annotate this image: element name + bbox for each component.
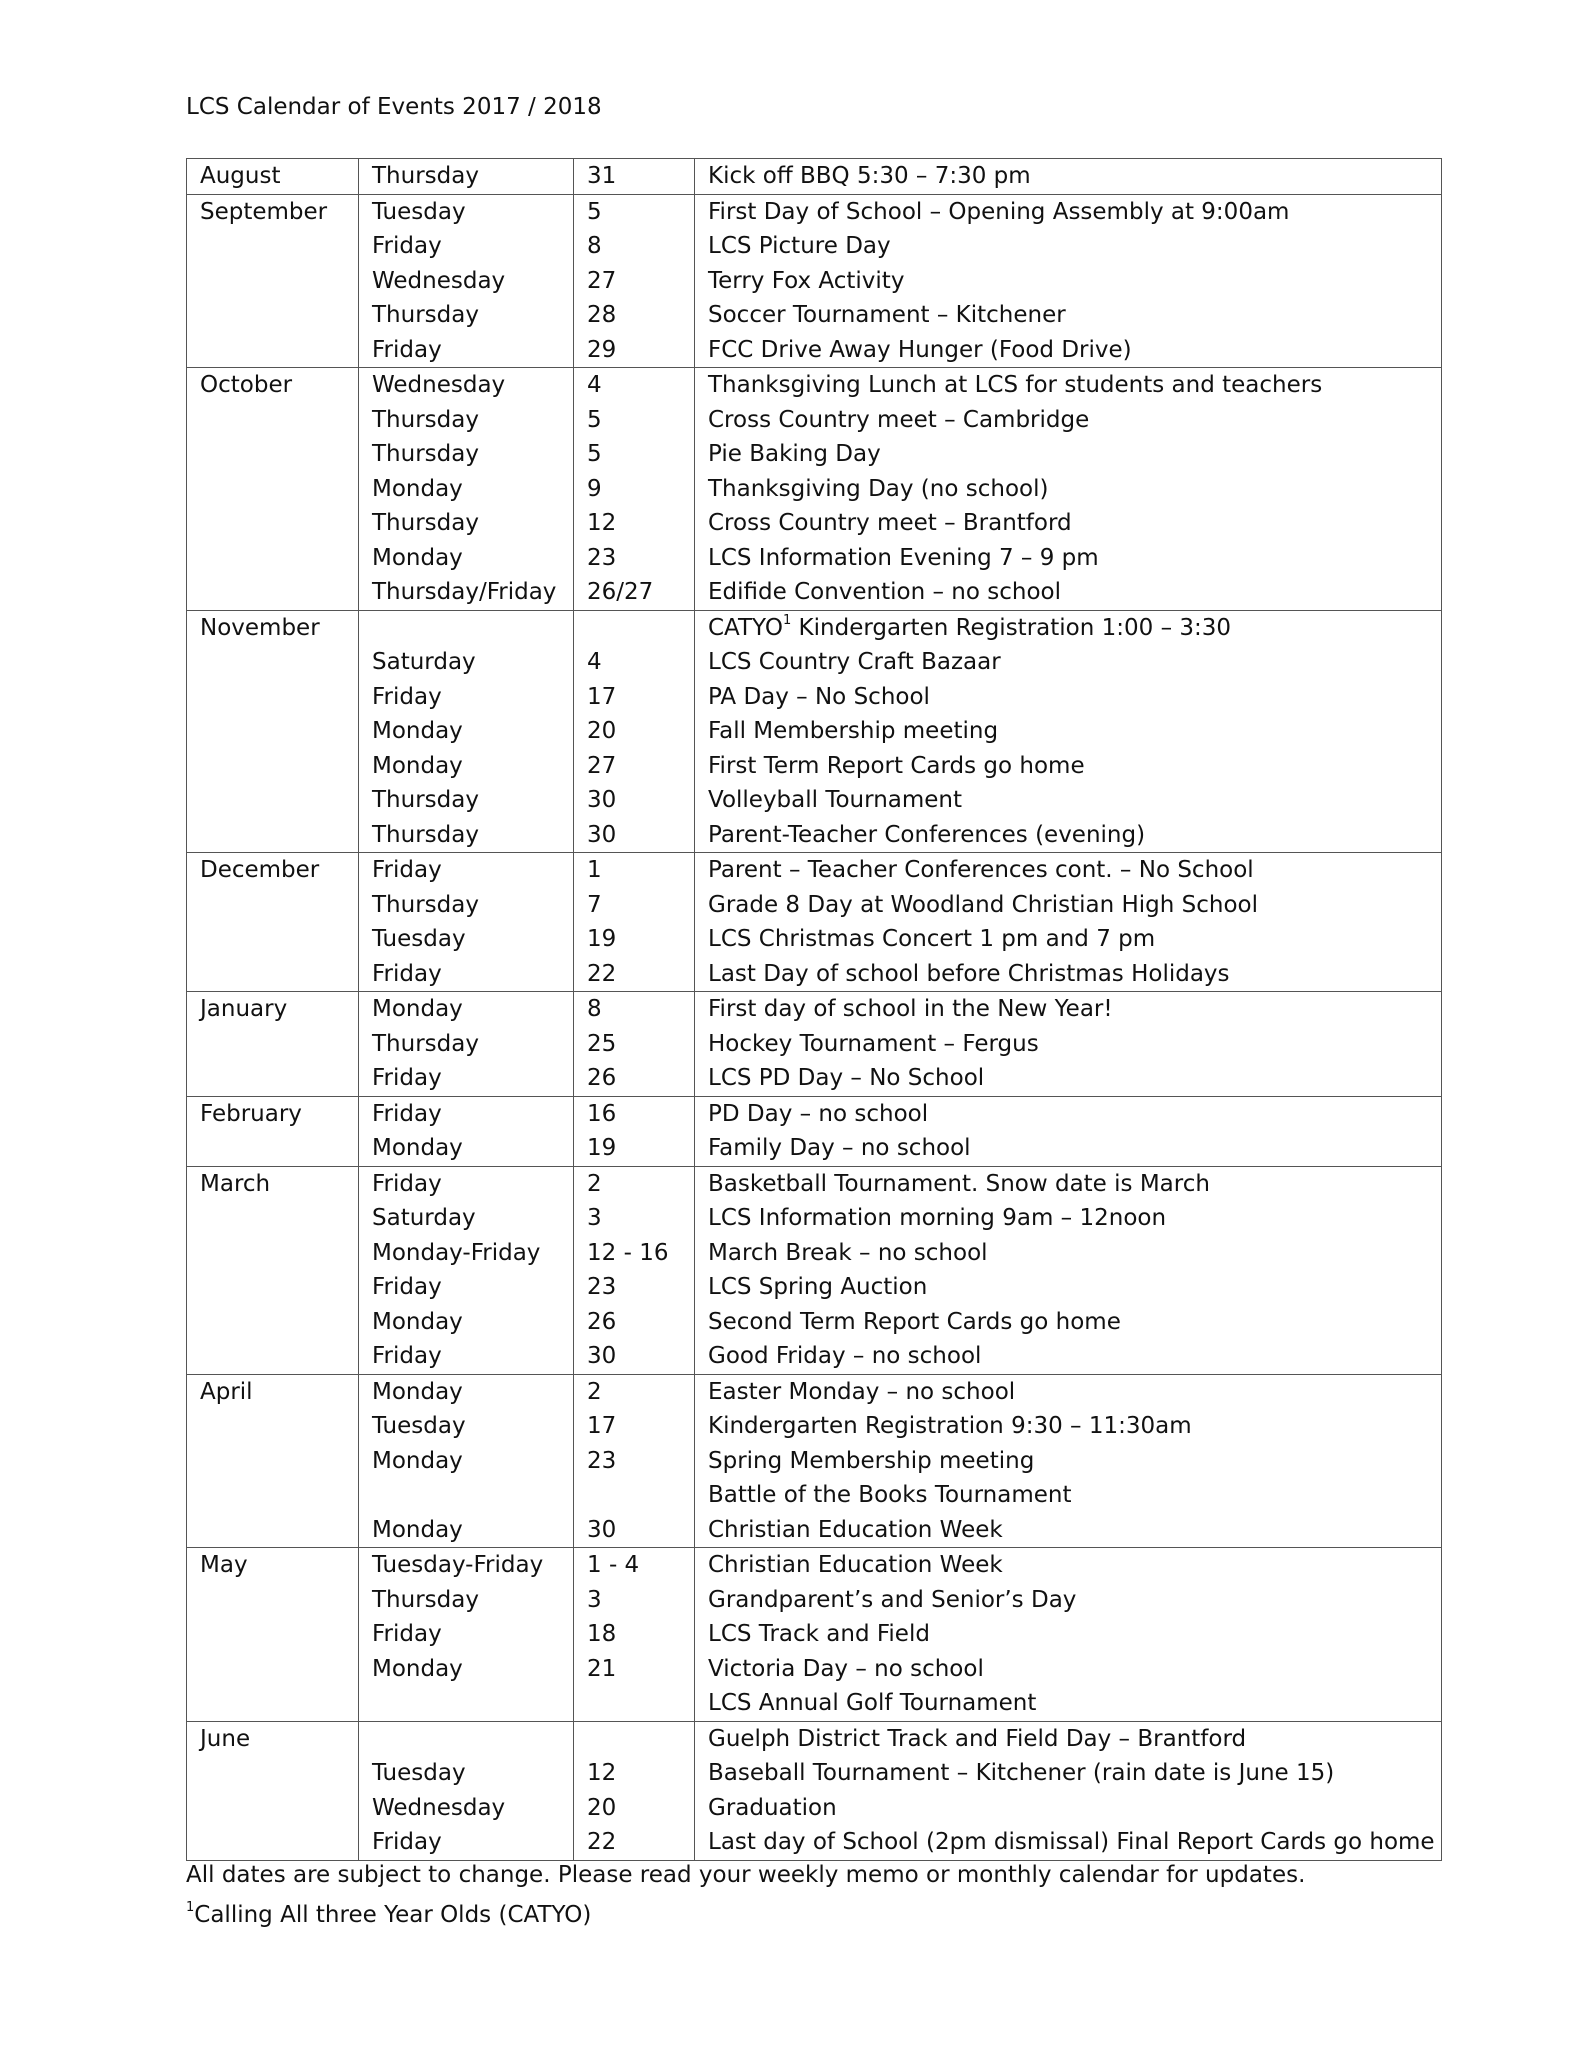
- table-row: [187, 159, 1442, 195]
- event-cell: First Day of School – Opening Assembly at 9:00am: [695, 194, 1442, 229]
- weekday-cell: Tuesday: [359, 194, 574, 229]
- month-group-october: [187, 368, 1442, 611]
- date-cell: 4: [574, 368, 695, 403]
- date-cell: 7: [574, 888, 695, 923]
- month-cell: [187, 888, 359, 923]
- event-cell: Victoria Day – no school: [695, 1652, 1442, 1687]
- table-row: [187, 1201, 1442, 1236]
- month-cell: [187, 749, 359, 784]
- table-row: [187, 610, 1442, 645]
- date-cell: 22: [574, 957, 695, 992]
- event-cell: LCS Track and Field: [695, 1617, 1442, 1652]
- table-row: [187, 714, 1442, 749]
- event-cell: LCS Christmas Concert 1 pm and 7 pm: [695, 922, 1442, 957]
- date-cell: 20: [574, 714, 695, 749]
- event-cell: Hockey Tournament – Fergus: [695, 1027, 1442, 1062]
- month-cell: [187, 1652, 359, 1687]
- date-cell: 9: [574, 472, 695, 507]
- table-row: [187, 1236, 1442, 1271]
- event-cell: Grade 8 Day at Woodland Christian High School: [695, 888, 1442, 923]
- month-group-september: [187, 194, 1442, 368]
- event-cell: FCC Drive Away Hunger (Food Drive): [695, 333, 1442, 368]
- date-cell: 20: [574, 1791, 695, 1826]
- month-group-may: [187, 1548, 1442, 1722]
- weekday-cell: Thursday: [359, 159, 574, 195]
- table-row: [187, 1339, 1442, 1374]
- table-row: [187, 1096, 1442, 1131]
- month-cell: [187, 1236, 359, 1271]
- table-row: [187, 1617, 1442, 1652]
- weekday-cell: [359, 1686, 574, 1721]
- date-cell: 31: [574, 159, 695, 195]
- weekday-cell: Friday: [359, 680, 574, 715]
- month-cell: [187, 1339, 359, 1374]
- table-row: [187, 1652, 1442, 1687]
- table-row: [187, 1027, 1442, 1062]
- page-title: LCS Calendar of Events 2017 / 2018: [186, 94, 602, 120]
- month-cell: [187, 783, 359, 818]
- table-row: [187, 1825, 1442, 1860]
- event-cell: Good Friday – no school: [695, 1339, 1442, 1374]
- table-row: [187, 888, 1442, 923]
- month-group-november: [187, 610, 1442, 853]
- table-row: [187, 1791, 1442, 1826]
- date-cell: 2: [574, 1166, 695, 1201]
- month-cell: October: [187, 368, 359, 403]
- weekday-cell: Friday: [359, 333, 574, 368]
- month-cell: May: [187, 1548, 359, 1583]
- footnote: [186, 1902, 591, 1928]
- weekday-cell: Monday: [359, 1374, 574, 1409]
- table-row: [187, 818, 1442, 853]
- disclaimer-note: All dates are subject to change. Please read your weekly memo or monthly calendar for updates.: [186, 1862, 1306, 1888]
- weekday-cell: Tuesday: [359, 1409, 574, 1444]
- weekday-cell: Friday: [359, 853, 574, 888]
- month-group-march: [187, 1166, 1442, 1374]
- date-cell: 28: [574, 298, 695, 333]
- weekday-cell: Saturday: [359, 645, 574, 680]
- month-cell: [187, 645, 359, 680]
- month-group-april: [187, 1374, 1442, 1548]
- date-cell: 27: [574, 264, 695, 299]
- table-row: [187, 1478, 1442, 1513]
- event-cell: Family Day – no school: [695, 1131, 1442, 1166]
- event-cell: LCS PD Day – No School: [695, 1061, 1442, 1096]
- month-group-january: [187, 992, 1442, 1097]
- weekday-cell: Thursday: [359, 298, 574, 333]
- month-cell: [187, 1270, 359, 1305]
- event-cell: Terry Fox Activity: [695, 264, 1442, 299]
- date-cell: 19: [574, 922, 695, 957]
- date-cell: 16: [574, 1096, 695, 1131]
- weekday-cell: Thursday: [359, 783, 574, 818]
- weekday-cell: Monday: [359, 1305, 574, 1340]
- date-cell: 19: [574, 1131, 695, 1166]
- date-cell: 29: [574, 333, 695, 368]
- event-cell: Kick off BBQ 5:30 – 7:30 pm: [695, 159, 1442, 195]
- weekday-cell: Monday: [359, 992, 574, 1027]
- month-cell: September: [187, 194, 359, 229]
- footnote-marker: 1: [186, 1900, 195, 1916]
- events-table: [186, 158, 1442, 1861]
- month-group-february: [187, 1096, 1442, 1166]
- date-cell: 8: [574, 229, 695, 264]
- month-cell: December: [187, 853, 359, 888]
- weekday-cell: Thursday: [359, 818, 574, 853]
- table-row: [187, 264, 1442, 299]
- event-cell: Edifide Convention – no school: [695, 575, 1442, 610]
- table-row: [187, 957, 1442, 992]
- month-cell: [187, 298, 359, 333]
- footnote-marker: 1: [782, 612, 792, 628]
- event-text: CATYO: [708, 614, 783, 641]
- month-cell: [187, 1478, 359, 1513]
- date-cell: [574, 610, 695, 645]
- month-cell: [187, 680, 359, 715]
- footnote-text: Calling All three Year Olds (CATYO): [194, 1902, 592, 1928]
- table-row: [187, 194, 1442, 229]
- table-row: [187, 680, 1442, 715]
- weekday-cell: Wednesday: [359, 1791, 574, 1826]
- table-row: [187, 1686, 1442, 1721]
- event-cell: [695, 610, 1442, 645]
- month-cell: [187, 541, 359, 576]
- date-cell: 12: [574, 1756, 695, 1791]
- month-cell: [187, 1409, 359, 1444]
- weekday-cell: Monday: [359, 472, 574, 507]
- table-row: [187, 437, 1442, 472]
- date-cell: [574, 1686, 695, 1721]
- weekday-cell: Monday: [359, 1652, 574, 1687]
- weekday-cell: Thursday: [359, 403, 574, 438]
- event-cell: Cross Country meet – Cambridge: [695, 403, 1442, 438]
- month-group-august: [187, 159, 1442, 195]
- month-cell: [187, 1061, 359, 1096]
- date-cell: 3: [574, 1201, 695, 1236]
- month-cell: [187, 1617, 359, 1652]
- date-cell: 26/27: [574, 575, 695, 610]
- month-cell: [187, 264, 359, 299]
- weekday-cell: [359, 1721, 574, 1756]
- event-cell: Christian Education Week: [695, 1548, 1442, 1583]
- table-row: [187, 541, 1442, 576]
- event-cell: Christian Education Week: [695, 1513, 1442, 1548]
- table-row: [187, 333, 1442, 368]
- table-row: [187, 992, 1442, 1027]
- table-row: [187, 1444, 1442, 1479]
- event-cell: Spring Membership meeting: [695, 1444, 1442, 1479]
- date-cell: 27: [574, 749, 695, 784]
- weekday-cell: Wednesday: [359, 264, 574, 299]
- weekday-cell: Friday: [359, 1166, 574, 1201]
- event-cell: Graduation: [695, 1791, 1442, 1826]
- event-cell: Parent-Teacher Conferences (evening): [695, 818, 1442, 853]
- month-cell: [187, 818, 359, 853]
- weekday-cell: Tuesday: [359, 1756, 574, 1791]
- date-cell: 12: [574, 506, 695, 541]
- month-cell: [187, 1791, 359, 1826]
- month-cell: June: [187, 1721, 359, 1756]
- weekday-cell: Saturday: [359, 1201, 574, 1236]
- month-cell: [187, 229, 359, 264]
- event-cell: Soccer Tournament – Kitchener: [695, 298, 1442, 333]
- weekday-cell: Monday: [359, 541, 574, 576]
- weekday-cell: Friday: [359, 1339, 574, 1374]
- date-cell: 1: [574, 853, 695, 888]
- date-cell: 17: [574, 680, 695, 715]
- event-cell: LCS Spring Auction: [695, 1270, 1442, 1305]
- date-cell: 30: [574, 783, 695, 818]
- date-cell: 18: [574, 1617, 695, 1652]
- event-cell: Fall Membership meeting: [695, 714, 1442, 749]
- event-cell: LCS Information Evening 7 – 9 pm: [695, 541, 1442, 576]
- date-cell: 3: [574, 1583, 695, 1618]
- table-row: [187, 1374, 1442, 1409]
- month-cell: [187, 1027, 359, 1062]
- event-cell: Volleyball Tournament: [695, 783, 1442, 818]
- weekday-cell: Monday: [359, 714, 574, 749]
- month-group-june: [187, 1721, 1442, 1860]
- month-cell: [187, 1825, 359, 1860]
- event-cell: Cross Country meet – Brantford: [695, 506, 1442, 541]
- event-cell: Easter Monday – no school: [695, 1374, 1442, 1409]
- date-cell: 12 - 16: [574, 1236, 695, 1271]
- event-cell: Kindergarten Registration 9:30 – 11:30am: [695, 1409, 1442, 1444]
- table-row: [187, 922, 1442, 957]
- event-cell: Guelph District Track and Field Day – Brantford: [695, 1721, 1442, 1756]
- date-cell: 23: [574, 541, 695, 576]
- date-cell: 5: [574, 194, 695, 229]
- date-cell: 25: [574, 1027, 695, 1062]
- month-group-december: [187, 853, 1442, 992]
- table-row: [187, 1166, 1442, 1201]
- table-row: [187, 298, 1442, 333]
- month-cell: [187, 437, 359, 472]
- weekday-cell: Wednesday: [359, 368, 574, 403]
- date-cell: 5: [574, 403, 695, 438]
- weekday-cell: Friday: [359, 1825, 574, 1860]
- event-cell: First Term Report Cards go home: [695, 749, 1442, 784]
- weekday-cell: Monday: [359, 749, 574, 784]
- event-cell: Parent – Teacher Conferences cont. – No School: [695, 853, 1442, 888]
- weekday-cell: Thursday: [359, 888, 574, 923]
- event-cell: Second Term Report Cards go home: [695, 1305, 1442, 1340]
- month-cell: August: [187, 159, 359, 195]
- date-cell: 26: [574, 1305, 695, 1340]
- month-cell: January: [187, 992, 359, 1027]
- table-row: [187, 575, 1442, 610]
- table-row: [187, 1061, 1442, 1096]
- month-cell: [187, 1444, 359, 1479]
- table-row: [187, 1756, 1442, 1791]
- weekday-cell: Thursday/Friday: [359, 575, 574, 610]
- month-cell: [187, 1583, 359, 1618]
- table-row: [187, 853, 1442, 888]
- event-cell: PD Day – no school: [695, 1096, 1442, 1131]
- table-row: [187, 1548, 1442, 1583]
- date-cell: 2: [574, 1374, 695, 1409]
- event-cell: March Break – no school: [695, 1236, 1442, 1271]
- weekday-cell: Friday: [359, 1270, 574, 1305]
- event-cell: LCS Country Craft Bazaar: [695, 645, 1442, 680]
- weekday-cell: Thursday: [359, 1583, 574, 1618]
- table-row: [187, 403, 1442, 438]
- month-cell: [187, 714, 359, 749]
- weekday-cell: Thursday: [359, 1027, 574, 1062]
- event-cell: Grandparent’s and Senior’s Day: [695, 1583, 1442, 1618]
- table-row: [187, 1409, 1442, 1444]
- date-cell: 30: [574, 1513, 695, 1548]
- month-cell: [187, 575, 359, 610]
- weekday-cell: Friday: [359, 957, 574, 992]
- month-cell: [187, 1305, 359, 1340]
- month-cell: April: [187, 1374, 359, 1409]
- event-cell: Battle of the Books Tournament: [695, 1478, 1442, 1513]
- table-row: [187, 229, 1442, 264]
- date-cell: 8: [574, 992, 695, 1027]
- table-row: [187, 1270, 1442, 1305]
- date-cell: 23: [574, 1270, 695, 1305]
- table-row: [187, 1583, 1442, 1618]
- event-cell: LCS Picture Day: [695, 229, 1442, 264]
- event-cell: Last Day of school before Christmas Holidays: [695, 957, 1442, 992]
- date-cell: 4: [574, 645, 695, 680]
- event-cell: Basketball Tournament. Snow date is March: [695, 1166, 1442, 1201]
- date-cell: [574, 1721, 695, 1756]
- weekday-cell: [359, 610, 574, 645]
- date-cell: 26: [574, 1061, 695, 1096]
- event-cell: LCS Annual Golf Tournament: [695, 1686, 1442, 1721]
- weekday-cell: Friday: [359, 1617, 574, 1652]
- weekday-cell: Friday: [359, 229, 574, 264]
- date-cell: 17: [574, 1409, 695, 1444]
- weekday-cell: Monday: [359, 1513, 574, 1548]
- month-cell: [187, 506, 359, 541]
- event-cell: Thanksgiving Day (no school): [695, 472, 1442, 507]
- event-cell: PA Day – No School: [695, 680, 1442, 715]
- date-cell: 30: [574, 1339, 695, 1374]
- table-row: [187, 749, 1442, 784]
- month-cell: February: [187, 1096, 359, 1131]
- month-cell: [187, 472, 359, 507]
- weekday-cell: Monday: [359, 1131, 574, 1166]
- month-cell: [187, 1131, 359, 1166]
- table-row: [187, 783, 1442, 818]
- table-row: [187, 368, 1442, 403]
- event-cell: LCS Information morning 9am – 12noon: [695, 1201, 1442, 1236]
- month-cell: [187, 403, 359, 438]
- weekday-cell: Monday-Friday: [359, 1236, 574, 1271]
- month-cell: [187, 957, 359, 992]
- table-row: [187, 1305, 1442, 1340]
- event-cell: Last day of School (2pm dismissal) Final Report Cards go home: [695, 1825, 1442, 1860]
- event-text-rest: Kindergarten Registration 1:00 – 3:30: [791, 614, 1232, 641]
- event-cell: Pie Baking Day: [695, 437, 1442, 472]
- date-cell: 30: [574, 818, 695, 853]
- month-cell: [187, 1513, 359, 1548]
- date-cell: 23: [574, 1444, 695, 1479]
- month-cell: [187, 1201, 359, 1236]
- weekday-cell: Monday: [359, 1444, 574, 1479]
- date-cell: 1 - 4: [574, 1548, 695, 1583]
- table-row: [187, 1721, 1442, 1756]
- table-row: [187, 1131, 1442, 1166]
- weekday-cell: Tuesday-Friday: [359, 1548, 574, 1583]
- event-cell: First day of school in the New Year!: [695, 992, 1442, 1027]
- weekday-cell: Thursday: [359, 506, 574, 541]
- month-cell: [187, 1686, 359, 1721]
- month-cell: November: [187, 610, 359, 645]
- weekday-cell: Friday: [359, 1096, 574, 1131]
- weekday-cell: Friday: [359, 1061, 574, 1096]
- month-cell: March: [187, 1166, 359, 1201]
- table-row: [187, 645, 1442, 680]
- weekday-cell: Tuesday: [359, 922, 574, 957]
- date-cell: [574, 1478, 695, 1513]
- date-cell: 21: [574, 1652, 695, 1687]
- month-cell: [187, 922, 359, 957]
- month-cell: [187, 333, 359, 368]
- month-cell: [187, 1756, 359, 1791]
- table-row: [187, 1513, 1442, 1548]
- date-cell: 5: [574, 437, 695, 472]
- table-row: [187, 472, 1442, 507]
- date-cell: 22: [574, 1825, 695, 1860]
- table-row: [187, 506, 1442, 541]
- event-cell: Baseball Tournament – Kitchener (rain date is June 15): [695, 1756, 1442, 1791]
- event-cell: Thanksgiving Lunch at LCS for students and teachers: [695, 368, 1442, 403]
- weekday-cell: Thursday: [359, 437, 574, 472]
- weekday-cell: [359, 1478, 574, 1513]
